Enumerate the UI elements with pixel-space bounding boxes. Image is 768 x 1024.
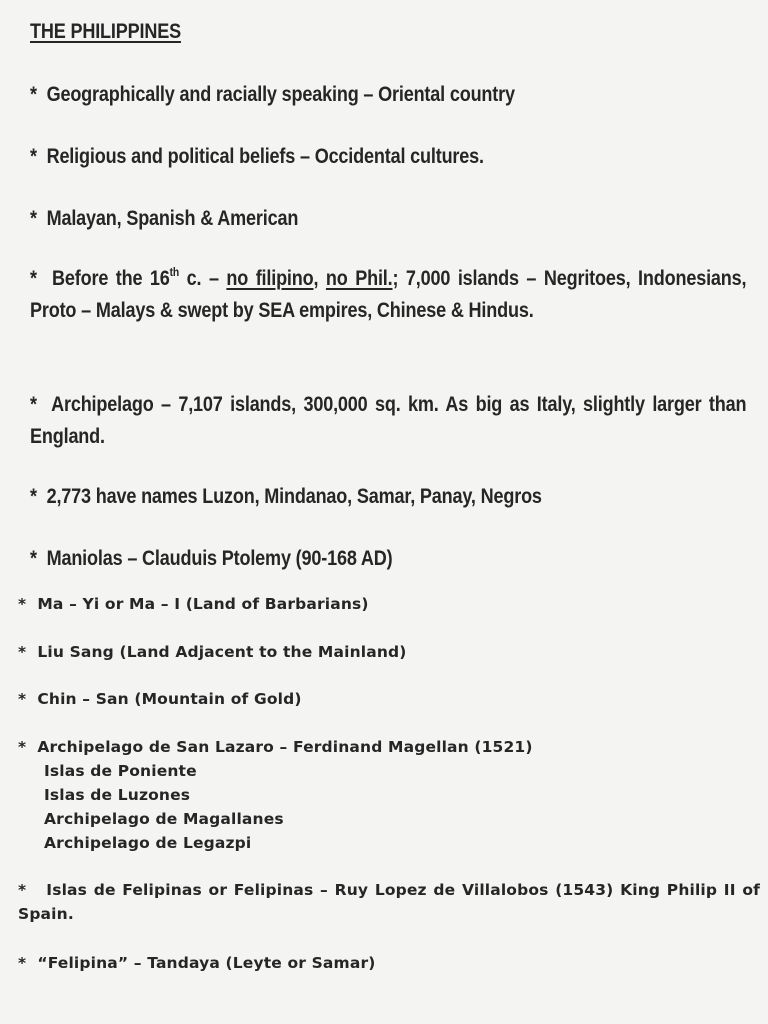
bullet: * <box>30 207 37 230</box>
item-text: Religious and political beliefs – Occidental cultures. <box>46 145 484 168</box>
item-text: Chin – San (Mountain of Gold) <box>37 690 302 708</box>
bullet: * <box>30 145 37 168</box>
list-item-religion <box>30 141 484 173</box>
list-item-felipina <box>18 951 375 975</box>
bullet: * <box>18 881 27 899</box>
bullet: * <box>30 267 37 290</box>
list-item-archipelago <box>30 389 746 453</box>
item-text: Archipelago de San Lazaro – Ferdinand Magellan (1521) <box>37 738 533 756</box>
list-item-malayan <box>30 203 298 235</box>
bullet: * <box>30 83 37 106</box>
list-item-ma-yi <box>18 592 369 616</box>
sub-item-islas-de-poniente: Islas de Poniente <box>44 762 197 780</box>
list-item-maniolas <box>30 543 392 575</box>
list-item-liu-sang <box>18 640 407 664</box>
item-text: “Felipina” – Tandaya (Leyte or Samar) <box>37 954 376 972</box>
sub-item-archipelago-de-magallanes: Archipelago de Magallanes <box>44 810 284 828</box>
sub-item-islas-de-luzones: Islas de Luzones <box>44 786 191 804</box>
bullet: * <box>18 954 27 972</box>
item-text: Ma – Yi or Ma – I (Land of Barbarians) <box>37 595 369 613</box>
list-item-names <box>30 481 542 513</box>
bullet: * <box>18 643 27 661</box>
page-title: THE PHILIPPINES <box>30 20 181 43</box>
item-text-post: ; 7,000 islands – Negritoes, Indonesians, Proto – Malays & swept by SEA empires, Chinese & Hindus. <box>30 267 747 322</box>
underlined-no-phil: no Phil. <box>325 267 393 290</box>
item-text: Malayan, Spanish & American <box>46 207 299 230</box>
list-item-san-lazaro <box>18 735 533 759</box>
item-text: Archipelago – 7,107 islands, 300,000 sq. km. As big as Italy, slightly larger than England. <box>30 393 747 448</box>
item-text: Maniolas – Clauduis Ptolemy (90-168 AD) <box>46 547 393 570</box>
underlined-no-filipino: no filipino <box>226 267 314 290</box>
list-item-before-16th-century <box>30 263 746 327</box>
item-text-pre: Before the 16 <box>52 267 170 290</box>
bullet: * <box>18 690 27 708</box>
list-item-geography <box>30 79 515 111</box>
bullet: * <box>30 485 37 508</box>
list-item-chin-san <box>18 687 302 711</box>
item-text-mid: c. – <box>179 267 227 290</box>
item-text: Liu Sang (Land Adjacent to the Mainland) <box>37 643 407 661</box>
bullet: * <box>18 738 27 756</box>
item-text: Islas de Felipinas or Felipinas – Ruy Lopez de Villalobos (1543) King Philip II of Spain. <box>18 881 761 923</box>
superscript-th: th <box>169 265 180 279</box>
bullet: * <box>30 393 37 416</box>
item-text-sep: , <box>313 267 326 290</box>
sub-item-archipelago-de-legazpi: Archipelago de Legazpi <box>44 834 252 852</box>
list-item-felipinas <box>18 878 760 926</box>
bullet: * <box>18 595 27 613</box>
bullet: * <box>30 547 37 570</box>
item-text: 2,773 have names Luzon, Mindanao, Samar, Panay, Negros <box>46 485 542 508</box>
item-text: Geographically and racially speaking – Oriental country <box>46 83 515 106</box>
